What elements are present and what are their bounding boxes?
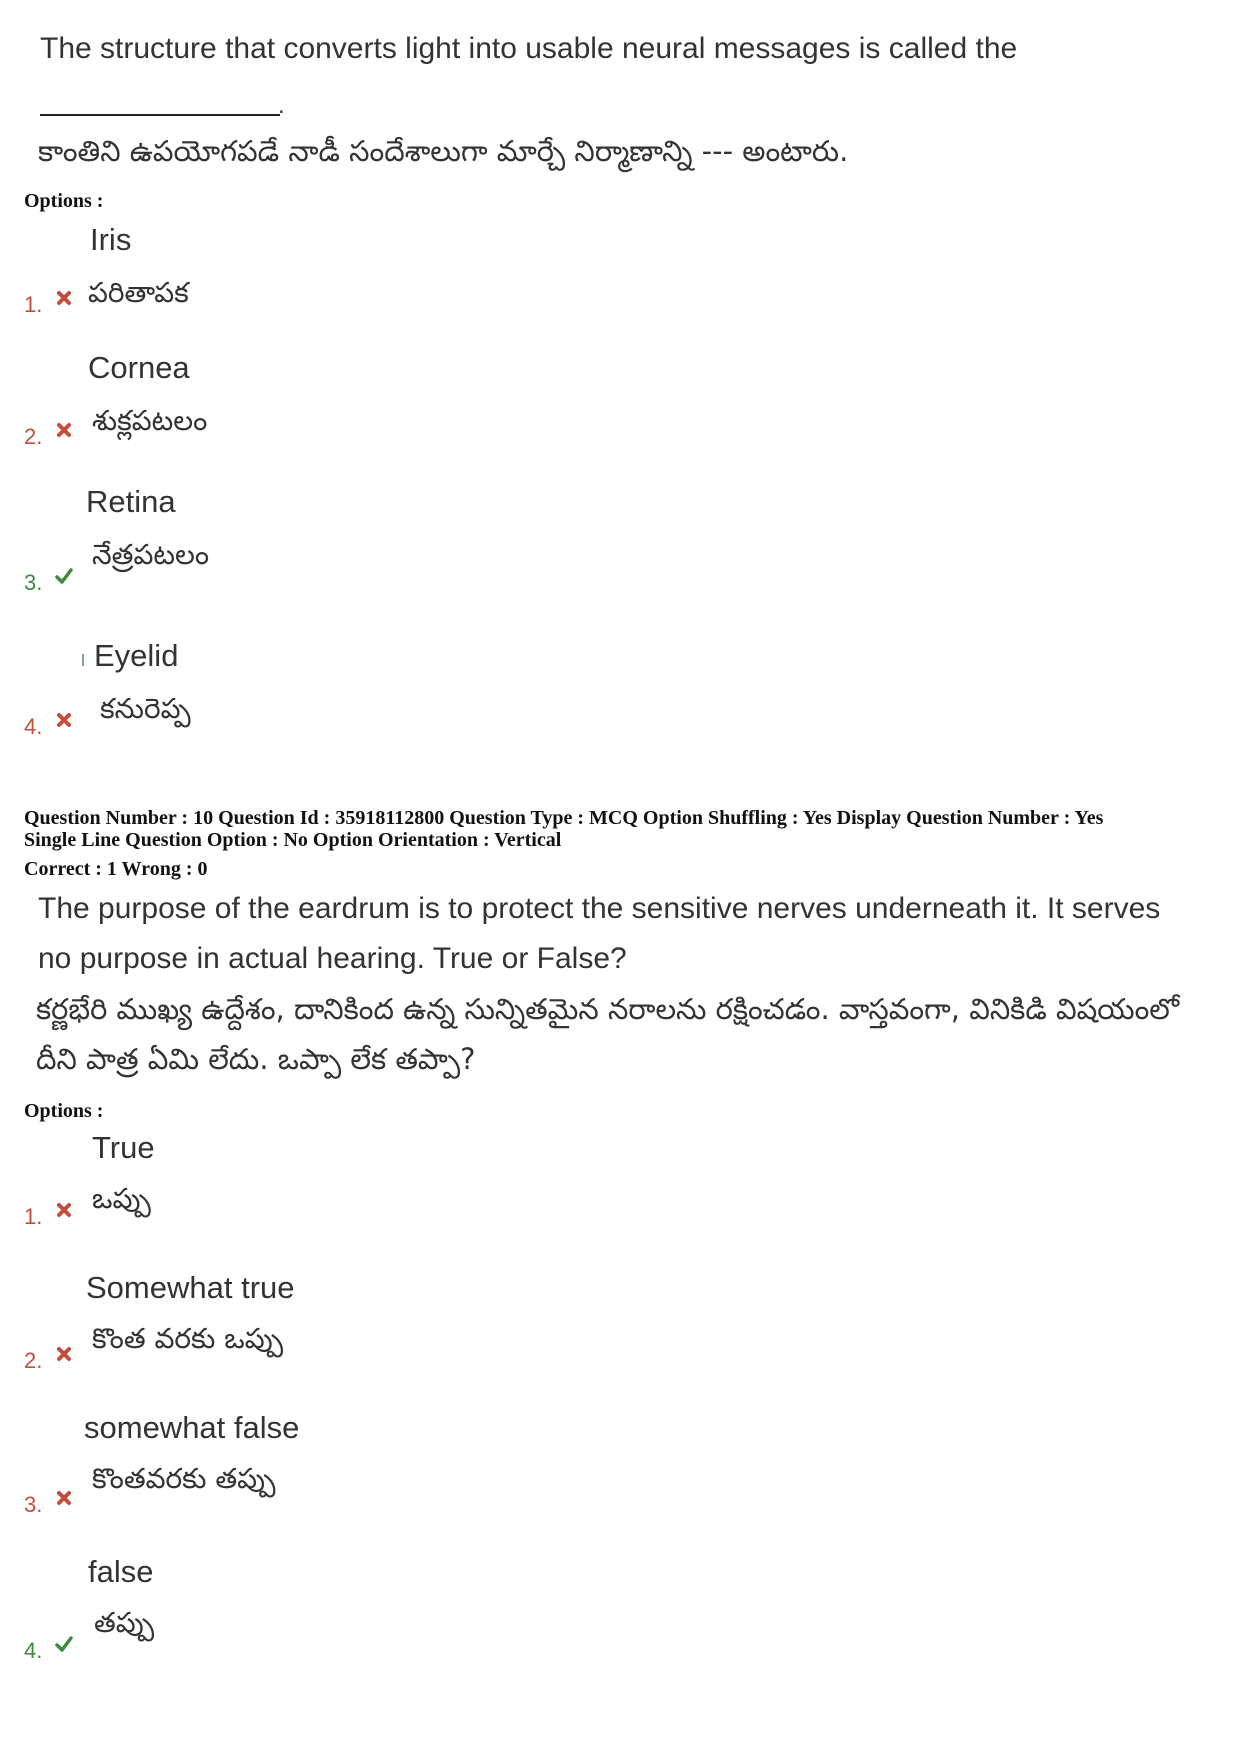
answer-blank-line — [40, 114, 280, 116]
question-9-text-en: The structure that converts light into usable neural messages is called the — [40, 32, 1018, 65]
cross-icon — [54, 1200, 74, 1220]
q9-option-2-te: శుక్లపటలం — [92, 404, 208, 437]
question-10-text-en-line-1: The purpose of the eardrum is to protect the sensitive nerves underneath it. It serves — [38, 892, 1161, 925]
q9-option-1-number: 1. — [24, 292, 43, 317]
q9-option-4-te: కనురెప్ప — [100, 692, 191, 725]
q10-option-1-te: ఒప్పు — [92, 1182, 151, 1215]
q10-option-3-te: కొంతవరకు తప్పు — [92, 1462, 276, 1495]
question-10-score: Correct : 1 Wrong : 0 — [24, 858, 208, 880]
q10-option-3-en: somewhat false — [84, 1410, 300, 1445]
q9-option-3-en: Retina — [86, 484, 176, 519]
question-10-text-en-line-2: no purpose in actual hearing. True or False? — [38, 942, 627, 975]
q9-option-2-number: 2. — [24, 424, 43, 449]
q9-option-1-te: పరితాపక — [88, 276, 189, 309]
question-9-options-label: Options : — [24, 190, 104, 212]
cross-icon — [54, 710, 74, 730]
q10-option-2-en: Somewhat true — [86, 1270, 295, 1305]
q9-option-3-te: నేత్రపటలం — [92, 538, 210, 571]
question-10-text-te-line-1: కర్ణభేరి ముఖ్య ఉద్దేశం, దానికింద ఉన్న సున్నితమైన నరాలను రక్షించడం. వాస్తవంగా, వినికిడి విషయంలో — [36, 992, 1180, 1026]
q9-option-4-en: Eyelid — [94, 638, 179, 673]
question-10-meta-line-1: Question Number : 10 Question Id : 35918112800 Question Type : MCQ Option Shuffling : Yes Display Question Number : Yes — [24, 807, 1104, 829]
question-10-meta-line-2: Single Line Question Option : No Option Orientation : Vertical — [24, 829, 562, 851]
question-10-options-label: Options : — [24, 1100, 104, 1122]
question-9-text-te: కాంతిని ఉపయోగపడే నాడీ సందేశాలుగా మార్చే నిర్మాణాన్ని --- అంటారు. — [38, 134, 849, 168]
q9-option-4-number: 4. — [24, 714, 43, 739]
cross-icon — [54, 1488, 74, 1508]
q10-option-2-number: 2. — [24, 1348, 43, 1373]
question-10-text-te-line-2: దీని పాత్ర ఏమి లేదు. ఒప్పా లేక తప్పా? — [36, 1042, 476, 1076]
cross-icon — [54, 420, 74, 440]
q10-option-4-te: తప్పు — [94, 1606, 155, 1639]
q9-option-1-en: Iris — [90, 222, 132, 257]
check-icon — [54, 566, 74, 586]
q10-option-2-te: కొంత వరకు ఒప్పు — [92, 1322, 284, 1355]
cross-icon — [54, 1344, 74, 1364]
q10-option-4-number: 4. — [24, 1638, 43, 1663]
q10-option-1-en: True — [92, 1130, 155, 1165]
q9-option-2-en: Cornea — [88, 350, 190, 385]
q10-option-4-en: false — [88, 1554, 154, 1589]
text-cursor-mark — [82, 654, 84, 666]
answer-blank-dot: . — [278, 92, 285, 119]
q9-option-3-number: 3. — [24, 570, 43, 595]
q10-option-1-number: 1. — [24, 1204, 43, 1229]
check-icon — [54, 1634, 74, 1654]
cross-icon — [54, 288, 74, 308]
q10-option-3-number: 3. — [24, 1492, 43, 1517]
